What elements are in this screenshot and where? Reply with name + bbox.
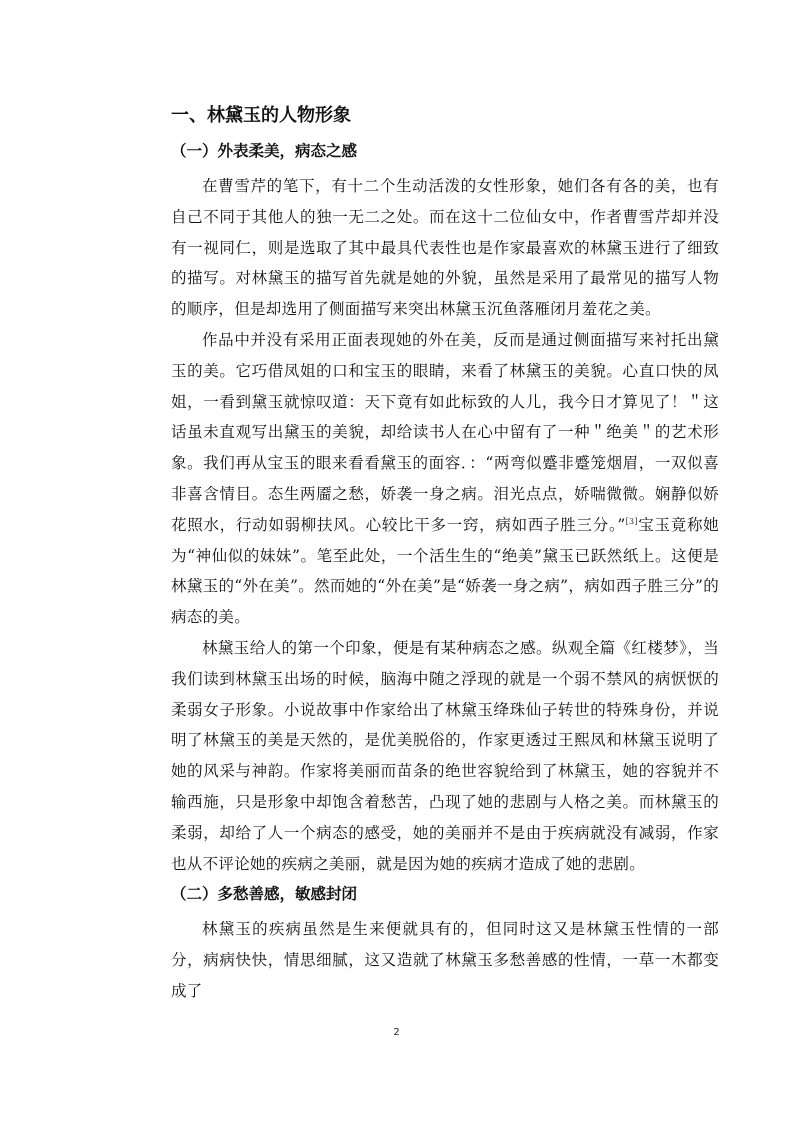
section-title: 一、林黛玉的人物形象 — [171, 105, 351, 126]
paragraph-2-continuation: 宝玉竟称她为“神仙似的妹妹”。笔至此处，一个活生生的“绝美”黛玉已跃然纸上。这便是林黛玉的“外在美”。然而她的“外在美”是“娇袭一身之病”，病如西子胜三分”的病态的美。 — [171, 515, 719, 627]
subsection-title-2: （二）多愁善感，敏感封闭 — [171, 885, 358, 904]
page-content — [171, 102, 719, 1007]
page-number: 2 — [393, 1027, 400, 1038]
citation-marker: [3] — [625, 516, 638, 526]
paragraph-2-text: 作品中并没有采用正面表现她的外在美，反而是通过侧面描写来衬托出黛玉的美。它巧借凤姐的口和宝玉的眼睛，来看了林黛玉的美貌。心直口快的凤姐，一看到黛玉就惊叹道：天下竟有如此标致的人儿，我今日才算见了！＂这话虽未直观写出黛玉的美貌，却给读书人在心中留有了一种＂绝美＂的艺术形象。我们再从宝玉的眼来看看黛玉的面容．：“两弯似蹙非蹙笼烟眉，一双似喜非喜含情目。态生两靥之愁，娇袭一身之病。泪光点点，娇喘微微。娴静似娇花照水，行动如弱柳扶风。心较比干多一窍，病如西子胜三分。” — [171, 330, 719, 534]
paragraph-2 — [171, 325, 719, 633]
paragraph-1: 在曹雪芹的笔下，有十二个生动活泼的女性形象，她们各有各的美，也有自己不同于其他人的独一无二之处。而在这十二位仙女中，作者曹雪芹却并没有一视同仁，则是选取了其中最具代表性也是作家最喜欢的林黛玉进行了细致的描写。对林黛玉的描写首先就是她的外貌，虽然是采用了最常见的描写人物的顺序，但是却选用了侧面描写来突出林黛玉沉鱼落雁闭月羞花之美。 — [171, 177, 719, 319]
paragraph-3: 林黛玉给人的第一个印象，便是有某种病态之感。纵观全篇《红楼梦》，当我们读到林黛玉出场的时候，脑海中随之浮现的就是一个弱不禁风的病恹恹的柔弱女子形象。小说故事中作家给出了林黛玉绛珠仙子转世的特殊身份，并说明了林黛玉的美是天然的，是优美脱俗的，作家更透过王熙凤和林黛玉说明了她的风采与神韵。作家将美丽而苗条的绝世容貌给到了林黛玉，她的容貌并不输西施，只是形象中却饱含着愁苦，凸现了她的悲剧与人格之美。而林黛玉的柔弱，却给了人一个病态的感受，她的美丽并不是由于疾病就没有减弱，作家也从不评论她的疾病之美丽，就是因为她的疾病才造成了她的悲剧。 — [171, 638, 719, 873]
subsection-title-1: （一）外表柔美，病态之感 — [171, 142, 358, 160]
paragraph-4: 林黛玉的疾病虽然是生来便就具有的，但同时这又是林黛玉性情的一部分，病病快快，情思细腻，这又造就了林黛玉多愁善感的性情，一草一木都变成了 — [171, 920, 719, 1000]
